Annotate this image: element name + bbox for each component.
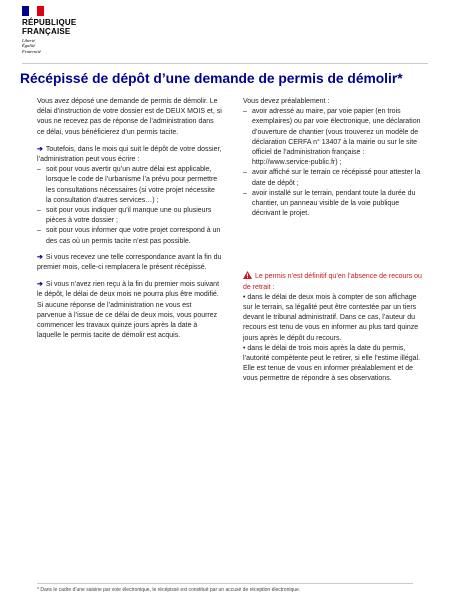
page-title: Récépissé de dépôt d’une demande de permis de démolir* <box>20 71 403 86</box>
warning-icon <box>243 271 252 279</box>
flag-white-stripe <box>29 6 36 16</box>
right-column <box>243 97 423 391</box>
warning-text: Le permis n’est définitif qu’en l’absence de recours ou de retrait : <box>243 273 422 291</box>
list-item: • dans le délai de trois mois après la date du permis, l’autorité compétente peut le retirer, si elle l’estime illégal. Elle est tenue de vous en informer préalablement et de vous permettre de répondre à ses observations. <box>243 344 421 383</box>
list-item: • dans le délai de deux mois à compter de son affichage sur le terrain, sa légalité peut être contestée par un tiers devant le tribunal administratif. Dans ce cas, l’auteur du recours est tenu de vous en informer au plus tard quinze jours après le dépôt du recours. <box>243 293 419 342</box>
footnote: * Dans le cadre d’une saisine par voie électronique, le récépissé est constitué par un accusé de réception électronique. <box>37 587 301 593</box>
arrow-icon: ➔ <box>37 145 43 153</box>
list-item: – soit pour vous informer que votre projet correspond à un des cas où un permis tacite n’est pas possible. <box>37 226 222 246</box>
prealable-list <box>243 107 423 219</box>
logo-line-2: FRANÇAISE <box>22 27 71 36</box>
warning-paragraph <box>243 271 423 292</box>
arrow-icon: ➔ <box>37 253 43 261</box>
retrait-text: dans le délai de trois mois après la date du permis, l’autorité compétente peut le retirer, si elle l’estime illégal. Elle est tenue de vous en informer préalablement et de vous permettre de répondre à ses observations. <box>243 344 421 383</box>
republique-francaise-logo <box>22 6 92 54</box>
administration-list <box>37 165 222 247</box>
tricolor-flag-icon <box>22 6 44 16</box>
intro-paragraph: Vous avez déposé une demande de permis de démolir. Le délai d’instruction de votre dossier est de DEUX MOIS et, si vous ne recevez pas de réponse de l’administration dans ce délai, vous bénéficierez d’un permis tacite. <box>37 98 222 136</box>
arrow-icon: ➔ <box>37 281 43 289</box>
motto-egalite: Égalité <box>22 43 36 49</box>
flag-blue-stripe <box>22 6 29 16</box>
list-item: – soit pour vous indiquer qu’il manque une ou plusieurs pièces à votre dossier ; <box>37 206 222 226</box>
logo-line-1: RÉPUBLIQUE <box>22 18 77 27</box>
motto-liberte: Liberté <box>22 38 36 43</box>
list-item: – avoir installé sur le terrain, pendant toute la durée du chantier, un panneau visible de la voie publique décrivant le projet. <box>243 189 423 220</box>
header-divider <box>22 63 428 64</box>
motto-fraternite: Fraternité <box>22 48 41 54</box>
recours-list <box>243 293 423 385</box>
flag-red-stripe <box>37 6 44 16</box>
recours-text: dans le délai de deux mois à compter de son affichage sur le terrain, sa légalité peut être contestée par un tiers devant le tribunal administratif. Dans ce cas, l’auteur du recours est tenu de vous en informer au plus tard quinze jours après le dépôt du recours. <box>243 293 419 342</box>
toutefois-text: Toutefois, dans le mois qui suit le dépôt de votre dossier, l’administration peut vous écrire : <box>37 145 222 164</box>
correspondance-paragraph <box>37 253 222 273</box>
list-item: – soit pour vous avertir qu’un autre délai est applicable, lorsque le code de l’urbanisme l’a prévu pour permettre les consultations nécessaires (si votre projet nécessite la consultation d’autres services…) ; <box>37 165 222 206</box>
list-item: – avoir adressé au maire, par voie papier (en trois exemplaires) ou par voie électronique, une déclaration d’ouverture de chantier (vous trouverez un modèle de déclaration CERFA n° 13407 à la mairie ou sur le site officiel de l’administration française : http://www.service-public.fr) ; <box>243 107 423 168</box>
correspondance-text: Si vous recevez une telle correspondance avant la fin du premier mois, celle-ci remplacera le présent récépissé. <box>37 253 222 272</box>
toutefois-paragraph <box>37 145 222 165</box>
left-column <box>37 97 222 348</box>
prealable-heading: Vous devez préalablement : <box>243 98 330 105</box>
footer-divider <box>37 583 413 584</box>
list-item: – avoir affiché sur le terrain ce récépissé pour attester la date de dépôt ; <box>243 168 423 188</box>
delai-text: Si vous n’avez rien reçu à la fin du premier mois suivant le dépôt, le délai de deux mois ne pourra plus être modifié. Si aucune réponse de l’administration ne vous est parvenue à l’issue de ce délai de deux mois, vous pourrez commencer les travaux quinze jours après la date à laquelle le permis tacite de démolir est acquis. <box>37 281 220 340</box>
delai-paragraph <box>37 280 222 341</box>
